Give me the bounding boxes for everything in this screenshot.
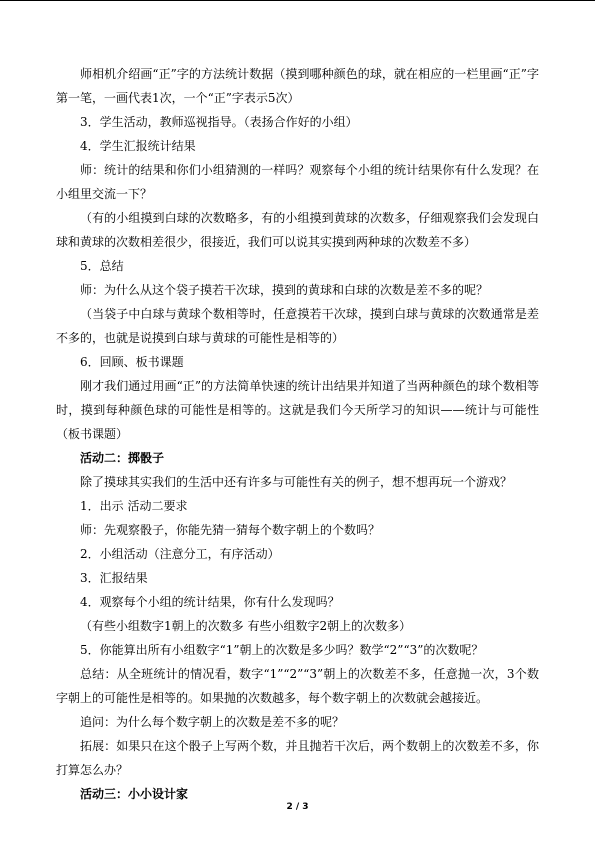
paragraph: 6．回顾、板书课题 bbox=[80, 355, 184, 369]
paragraph: 师：为什么从这个袋子摸若干次球，摸到的黄球和白球的次数是差不多的呢？ bbox=[80, 283, 489, 297]
paragraph: 刚才我们通过用画“正”的方法简单快速的统计出结果并知道了当两种颜色的球个数相等时，摸到每种颜色球的可能性是相等的。这就是我们今天所学习的知识——统计与可能性（板书课题） bbox=[56, 379, 539, 441]
paragraph: 师：先观察骰子，你能先猜一猜每个数字朝上的个数吗？ bbox=[80, 523, 381, 537]
paragraph: 5．你能算出所有小组数字“1”朝上的次数是多少吗？数学“2”“3”的次数呢？ bbox=[80, 643, 484, 657]
paragraph: 1．出示 活动二要求 bbox=[80, 499, 188, 513]
paragraph: 追问：为什么每个数字朝上的次数是差不多的呢？ bbox=[80, 715, 345, 729]
section-heading: 活动二：掷骰子 bbox=[80, 451, 165, 465]
page-number: 2 / 3 bbox=[286, 802, 309, 812]
paragraph: 5．总结 bbox=[80, 259, 124, 273]
header-rule bbox=[0, 0, 595, 1]
paragraph: 总结：从全班统计的情况看，数字“1”“2”“3”朝上的次数差不多，任意抛一次，3个数字朝上的可能性是相等的。如果抛的次数越多，每个数字朝上的次数就会越接近。 bbox=[56, 667, 539, 705]
paragraph: 4．学生汇报统计结果 bbox=[80, 139, 196, 153]
paragraph: 3．汇报结果 bbox=[80, 571, 148, 585]
paragraph: 2．小组活动（注意分工，有序活动） bbox=[80, 547, 280, 561]
document-body bbox=[56, 62, 539, 806]
paragraph: （有些小组数字1朝上的次数多 有些小组数字2朝上的次数多） bbox=[80, 619, 412, 633]
paragraph: 师：统计的结果和你们小组猜测的一样吗？观察每个小组的统计结果你有什么发现？在小组里交流一下？ bbox=[56, 163, 539, 201]
section-heading: 活动三：小小设计家 bbox=[80, 787, 189, 801]
paragraph: （有的小组摸到白球的次数略多，有的小组摸到黄球的次数多，仔细观察我们会发现白球和黄球的次数相差很少，很接近，我们可以说其实摸到两种球的次数差不多） bbox=[56, 211, 539, 249]
paragraph: 3．学生活动，教师巡视指导。（表扬合作好的小组） bbox=[80, 115, 358, 129]
paragraph: 师相机介绍画“正”字的方法统计数据（摸到哪种颜色的球，就在相应的一栏里画“正”字第一笔，一画代表1次，一个“正”字表示5次） bbox=[56, 67, 539, 105]
paragraph: （当袋子中白球与黄球个数相等时，任意摸若干次球，摸到白球与黄球的次数通常是差不多的，也就是说摸到白球与黄球的可能性是相等的） bbox=[56, 307, 539, 345]
paragraph: 除了摸球其实我们的生活中还有许多与可能性有关的例子，想不想再玩一个游戏？ bbox=[80, 475, 513, 489]
paragraph: 拓展：如果只在这个骰子上写两个数，并且抛若干次后，两个数朝上的次数差不多，你打算怎么办？ bbox=[56, 739, 539, 777]
paragraph: 4．观察每个小组的统计结果，你有什么发现吗？ bbox=[80, 595, 340, 609]
